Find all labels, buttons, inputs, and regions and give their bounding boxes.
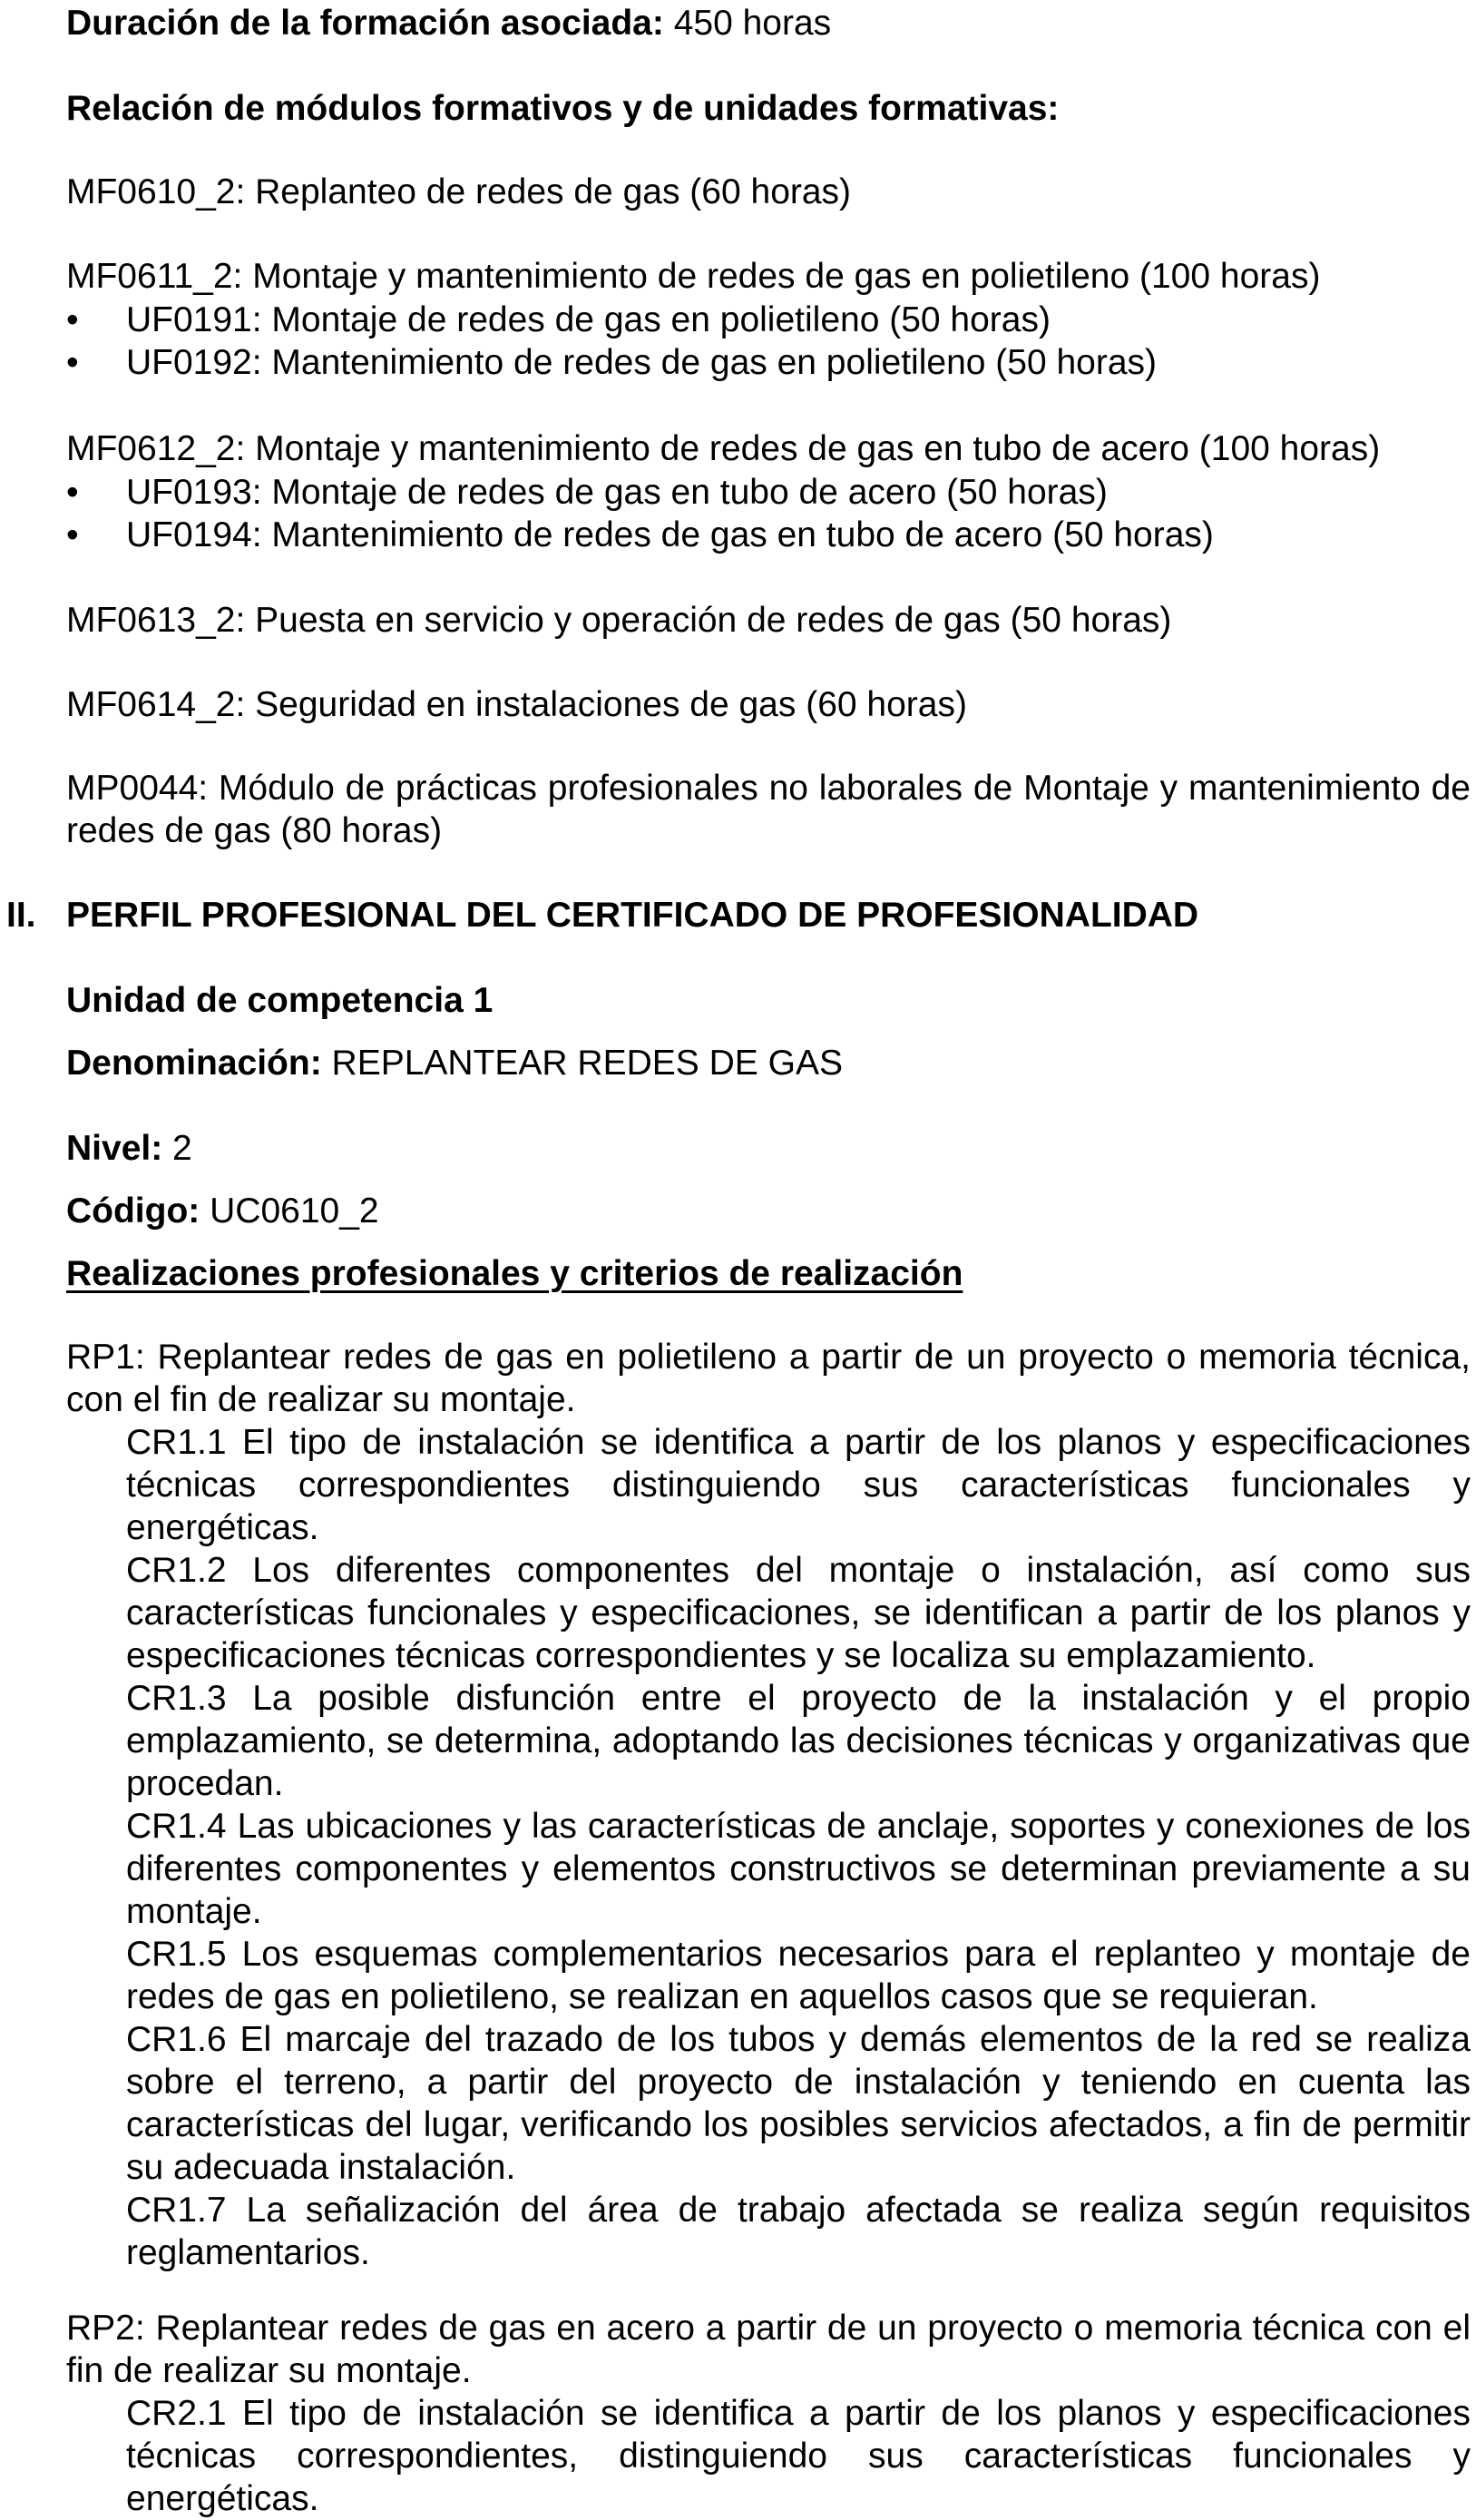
module-mf0610: MF0610_2: Replanteo de redes de gas (60 horas) <box>66 172 852 211</box>
cr-2-1: CR2.1 El tipo de instalación se identifica a partir de los planos y especificaciones técnicas correspondientes, distinguiendo sus características funcionales y energéticas. <box>126 2394 1471 2518</box>
bullet-icon: • <box>66 473 79 512</box>
section-number: II. <box>6 896 36 935</box>
codigo-value: UC0610_2 <box>210 1191 379 1231</box>
rp2-block <box>66 2307 1471 2520</box>
section-title: PERFIL PROFESIONAL DEL CERTIFICADO DE PROFESIONALIDAD <box>66 896 1199 935</box>
unit-uf0192: UF0192: Mantenimiento de redes de gas en polietileno (50 horas) <box>126 343 1158 382</box>
list-item <box>66 341 1157 384</box>
denominacion-label: Denominación: <box>66 1044 322 1083</box>
mf0612-unit-list <box>66 471 1214 556</box>
duration-label: Duración de la formación asociada: <box>66 4 664 43</box>
module-mf0613: MF0613_2: Puesta en servicio y operación de redes de gas (50 horas) <box>66 601 1172 640</box>
unit-uf0193: UF0193: Montaje de redes de gas en tubo de acero (50 horas) <box>126 473 1108 512</box>
cr-1-7: CR1.7 La señalización del área de trabajo afectada se realiza según requisitos reglamentarios. <box>126 2191 1471 2272</box>
module-mf0611: MF0611_2: Montaje y mantenimiento de redes de gas en polietileno (100 horas) <box>66 257 1321 296</box>
nivel-value: 2 <box>172 1129 192 1168</box>
nivel-label: Nivel: <box>66 1129 163 1168</box>
denominacion-value: REPLANTEAR REDES DE GAS <box>331 1044 844 1083</box>
list-item <box>66 514 1214 556</box>
section-heading <box>6 894 1199 936</box>
bullet-icon: • <box>66 343 79 382</box>
cr-1-6: CR1.6 El marcaje del trazado de los tubos y demás elementos de la red se realiza sobre el terreno, a partir del proyecto de instalación y teniendo en cuenta las características del lugar, verificando los posibles servicios afectados, a fin de permitir su adecuada instalación. <box>126 2020 1471 2187</box>
list-item <box>66 299 1157 341</box>
codigo-line <box>66 1190 379 1232</box>
bullet-icon: • <box>66 300 79 339</box>
unit-uf0194: UF0194: Mantenimiento de redes de gas en tubo de acero (50 horas) <box>126 515 1214 554</box>
cr-1-5: CR1.5 Los esquemas complementarios necesarios para el replanteo y montaje de redes de gas en polietileno, se realizan en aquellos casos que se requieran. <box>126 1935 1471 2016</box>
rp1-text: RP1: Replantear redes de gas en polietileno a partir de un proyecto o memoria técnica, con el fin de realizar su montaje. <box>66 1338 1471 1419</box>
cr-1-3: CR1.3 La posible disfunción entre el proyecto de la instalación y el propio emplazamiento, se determina, adoptando las decisiones técnicas y organizativas que procedan. <box>126 1679 1471 1803</box>
bullet-icon: • <box>66 515 79 554</box>
rp2-text: RP2: Replantear redes de gas en acero a partir de un proyecto o memoria técnica con el fin de realizar su montaje. <box>66 2309 1471 2390</box>
duration-value: 450 horas <box>673 4 832 43</box>
codigo-label: Código: <box>66 1191 200 1231</box>
cr-1-1: CR1.1 El tipo de instalación se identifica a partir de los planos y especificaciones técnicas correspondientes distinguiendo sus características funcionales y energéticas. <box>126 1423 1471 1547</box>
denominacion-line <box>66 1042 843 1084</box>
nivel-line <box>66 1127 192 1170</box>
unit-uf0191: UF0191: Montaje de redes de gas en polietileno (50 horas) <box>126 300 1051 339</box>
mf0611-unit-list <box>66 299 1157 384</box>
module-mf0612: MF0612_2: Montaje y mantenimiento de redes de gas en tubo de acero (100 horas) <box>66 429 1381 468</box>
module-mp0044: MP0044: Módulo de prácticas profesionales no laborales de Montaje y mantenimiento de redes de gas (80 horas) <box>66 769 1471 850</box>
rp1-block <box>66 1336 1471 2274</box>
list-item <box>66 471 1214 514</box>
module-mf0614: MF0614_2: Seguridad en instalaciones de gas (60 horas) <box>66 685 967 724</box>
realizaciones-heading: Realizaciones profesionales y criterios de realización <box>66 1254 963 1293</box>
cr-1-4: CR1.4 Las ubicaciones y las características de anclaje, soportes y conexiones de los diferentes componentes y elementos constructivos se determinan previamente a su montaje. <box>126 1807 1471 1931</box>
duration-line <box>66 2 831 44</box>
unit-heading: Unidad de competencia 1 <box>66 981 494 1020</box>
cr-1-2: CR1.2 Los diferentes componentes del montaje o instalación, así como sus características funcionales y especificaciones, se identifican a partir de los planos y especificaciones técnicas correspondientes y se localiza su emplazamiento. <box>126 1551 1471 1675</box>
modules-heading: Relación de módulos formativos y de unidades formativas: <box>66 89 1060 128</box>
